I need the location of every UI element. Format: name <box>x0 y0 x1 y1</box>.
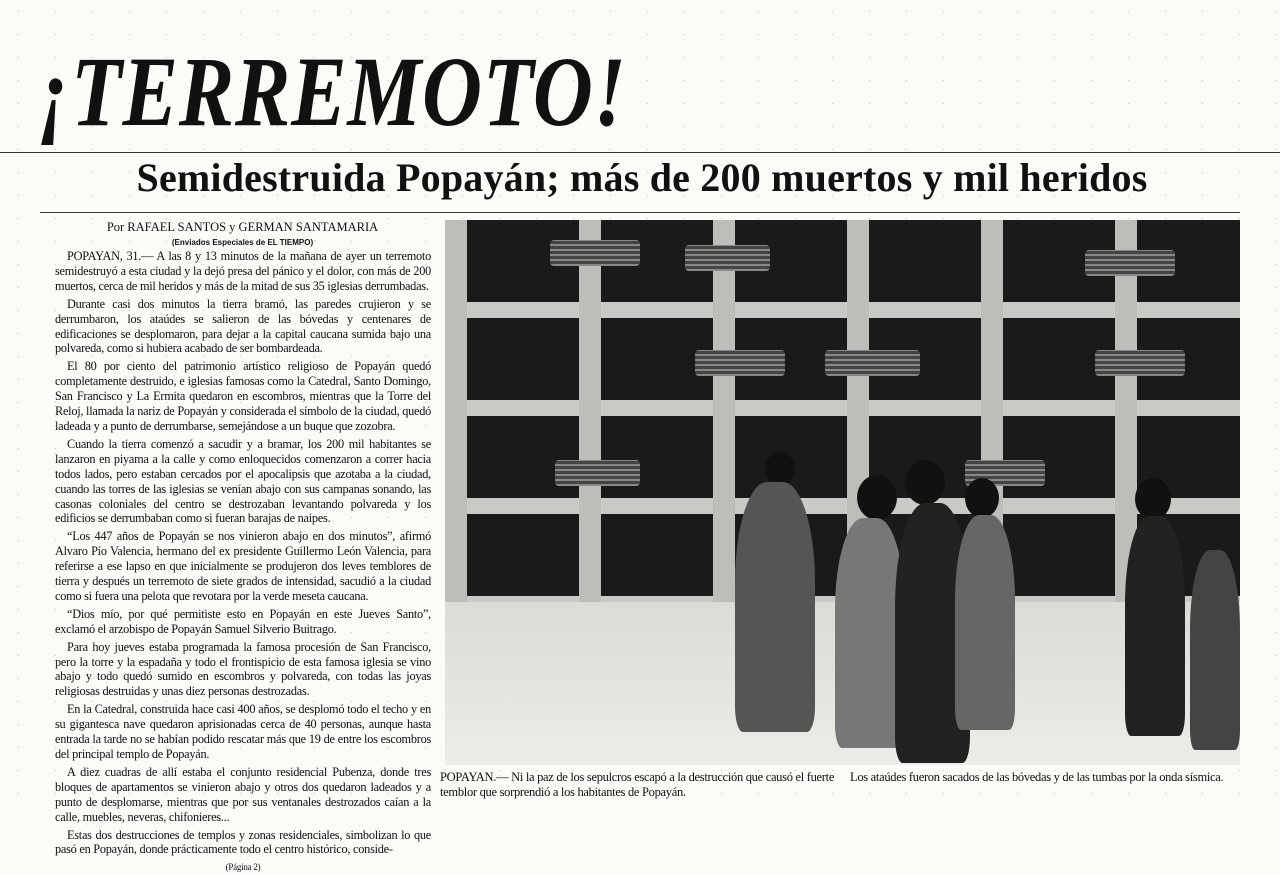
article-paragraph: POPAYAN, 31.— A las 8 y 13 minutos de la mañana de ayer un terremoto semidestruyó a esta ciudad y la dejó presa del pánico y el dolor, con más de 200 muertos, cerca de mil heridos y más de la mitad de sus 35 iglesias derrumbadas. <box>55 249 431 293</box>
coffin <box>1095 350 1185 376</box>
person <box>1125 516 1185 736</box>
subhead-rule <box>40 212 1240 213</box>
article-paragraph: Cuando la tierra comenzó a sacudir y a bramar, los 200 mil habitantes se lanzaron en piyama a la calle y como enloquecidos comenzaron a correr hacia todos lados, pero estaban cercados por el apocalipsis que azotaba a la ciudad, cuando las torres de las iglesias se venían abajo con sus campanas sonando, las casonas coloniales del centro se destrozaban levantando polvareda y los edificios se derrumbaban como si fueran barajas de naipes. <box>55 436 431 526</box>
person <box>1190 550 1240 750</box>
person-head <box>765 452 795 486</box>
person-head <box>857 475 897 520</box>
byline-note: (Enviados Especiales de EL TIEMPO) <box>171 238 314 247</box>
subheadline: Semidestruida Popayán; más de 200 muertos y mil heridos <box>136 155 1148 200</box>
article-paragraph: Para hoy jueves estaba programada la famosa procesión de San Francisco, pero la torre y la espadaña y todo el frontispicio de esta famosa iglesia se vino abajo y todo quedó sumido en escombros y polvareda, con todas las joyas religiosas destruidas y unas diez personas destrozadas. <box>55 639 431 699</box>
coffin <box>825 350 920 376</box>
coffin <box>555 460 640 486</box>
photo-caption-left: POPAYAN.— Ni la paz de los sepulcros escapó a la destrucción que causó el fuerte temblor que sorprendió a los habitantes de Popayán. <box>440 770 835 799</box>
article-paragraph: El 80 por ciento del patrimonio artístico religioso de Popayán quedó completamente destruido, e iglesias famosas como la Catedral, Santo Domingo, San Francisco y La Ermita quedaron en escombros, mientras que la Torre del Reloj, llamada la nariz de Popayán y considerada el símbolo de la ciudad, quedó ladeada y a punto de derrumbarse, semejándose a un buque que zozobra. <box>55 359 432 433</box>
person <box>955 515 1015 730</box>
article-paragraph: Estas dos destrucciones de templos y zonas residenciales, simbolizan lo que pasó en Popayán, donde prácticamente todo el centro histórico, conside- <box>55 827 431 857</box>
person <box>735 482 815 732</box>
person-head <box>905 460 945 505</box>
coffin <box>550 240 640 266</box>
article-paragraph: Durante casi dos minutos la tierra bramó, las paredes crujieron y se derrumbaron, los ataúdes se salieron de las bóvedas y centenares de edificaciones se desplomaron, para dejar a la capital caucana sumida bajo una polvareda, como si hubiera acabado de ser bombardeada. <box>55 296 431 356</box>
coffin <box>695 350 785 376</box>
person-head <box>965 478 999 518</box>
coffin <box>685 245 770 271</box>
headline: ¡TERREMOTO! <box>38 36 627 147</box>
continued-jump: (Página 2) <box>225 862 261 873</box>
article-paragraph: A diez cuadras de allí estaba el conjunto residencial Pubenza, donde tres bloques de apartamentos se vinieron abajo y otros dos quedaron ladeados y a punto de desplomarse, mientras que por sus ventanales destrozados caían a la calle, muebles, neveras, chifonieres... <box>55 764 431 824</box>
top-rule <box>0 152 1280 153</box>
photo-caption-right: Los ataúdes fueron sacados de las bóvedas y de las tumbas por la onda sísmica. <box>850 770 1224 784</box>
coffin <box>1085 250 1175 276</box>
news-photo-cemetery <box>445 220 1240 765</box>
article-paragraph: “Los 447 años de Popayán se nos vinieron abajo en dos minutos”, afirmó Alvaro Pío Valencia, hermano del ex presidente Guillermo León Valencia, para referirse a ese lapso en que inicialmente se produjeron dos leves temblores de tierra y después un terremoto de siete grados de intensidad, sacudió a la ciudad como si fuera una pelota que revotara por la verde meseta caucana. <box>55 529 431 603</box>
article-paragraph: “Dios mío, por qué permitiste esto en Popayán en este Jueves Santo”, exclamó el arzobispo de Popayán Samuel Silverio Buitrago. <box>55 606 431 636</box>
article-body <box>55 249 431 875</box>
byline-authors: Por RAFAEL SANTOS y GERMAN SANTAMARIA <box>106 220 379 234</box>
byline <box>55 220 430 247</box>
article-paragraph: En la Catedral, construida hace casi 400 años, se desplomó todo el techo y en su gigantesca nave quedaron aprisionadas cerca de 40 personas, aunque hasta entrada la tarde no se habían podido rescatar más que 19 de entre los escombros del principal templo de Popayán. <box>55 702 431 761</box>
person-head <box>1135 478 1171 520</box>
